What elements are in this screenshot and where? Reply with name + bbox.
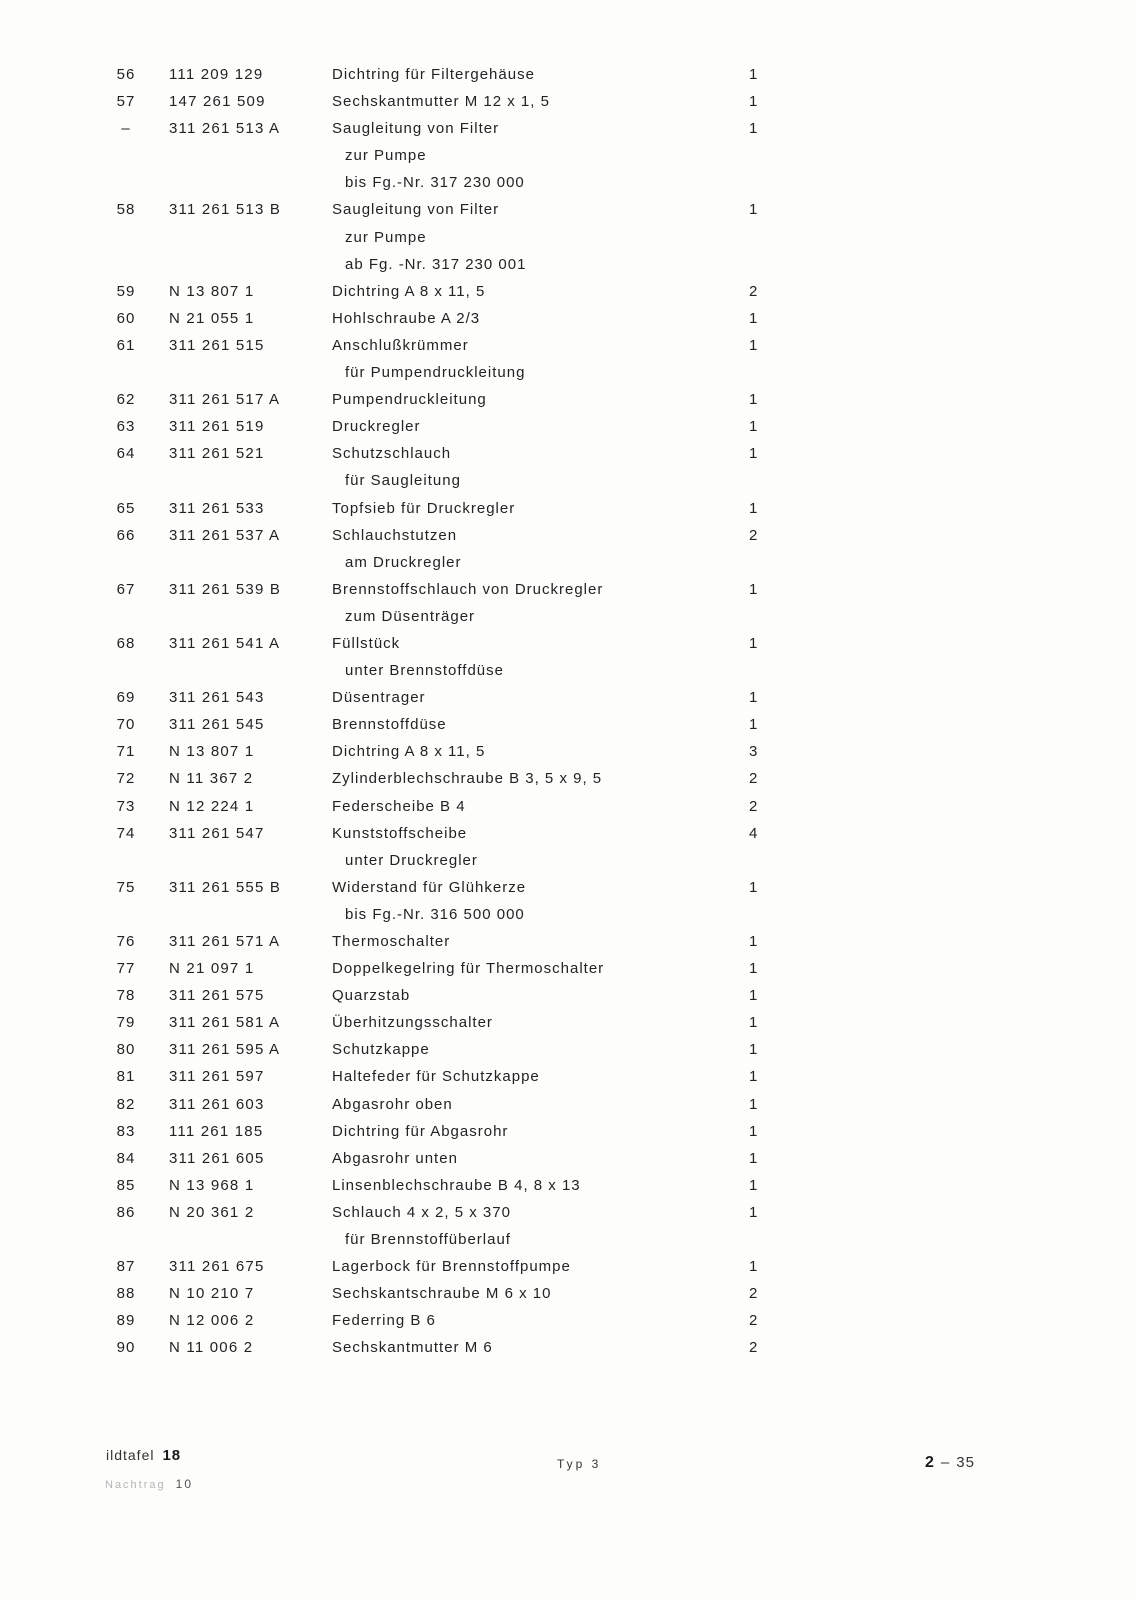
- part-description: [332, 820, 1137, 874]
- page-separator: –: [940, 1454, 951, 1471]
- part-number: 311 261 603: [169, 1095, 265, 1113]
- table-row: [0, 793, 1137, 820]
- part-description: [332, 1307, 1137, 1334]
- item-number: 60: [116, 309, 136, 327]
- part-number: N 10 210 7: [169, 1285, 255, 1303]
- quantity: 2: [749, 770, 759, 788]
- part-description: [332, 874, 1137, 928]
- description-line: Schutzkappe: [332, 1041, 430, 1059]
- part-number: 311 261 543: [169, 689, 265, 707]
- part-number: N 21 055 1: [169, 309, 255, 327]
- description-line: Saugleitung von Filter: [332, 120, 500, 138]
- description-line: Dichtring für Abgasrohr: [332, 1122, 509, 1140]
- part-description: [332, 955, 1137, 982]
- part-description: [332, 88, 1137, 115]
- quantity: 2: [749, 282, 759, 300]
- description-continuation: bis Fg.-Nr. 316 500 000: [345, 905, 525, 923]
- table-row: [0, 982, 1137, 1009]
- part-description: [332, 630, 1137, 684]
- description-line: Schutzschlauch: [332, 445, 452, 463]
- item-number: 88: [116, 1285, 136, 1303]
- item-number: 63: [116, 418, 136, 436]
- quantity: 1: [749, 634, 759, 652]
- table-row: [0, 61, 1137, 88]
- table-row: [0, 386, 1137, 413]
- table-row: [0, 928, 1137, 955]
- part-description: [332, 1253, 1137, 1280]
- quantity: 1: [749, 66, 759, 83]
- quantity: 1: [749, 445, 759, 463]
- description-line: Düsentrager: [332, 689, 426, 707]
- part-description: [332, 1036, 1137, 1063]
- part-number: N 20 361 2: [169, 1203, 255, 1221]
- table-row: [0, 115, 1137, 196]
- part-description: [332, 738, 1137, 765]
- description-line: Widerstand für Glühkerze: [332, 878, 527, 896]
- description-continuation: unter Druckregler: [345, 851, 478, 869]
- item-number: 75: [116, 878, 136, 896]
- item-number: 56: [116, 66, 136, 83]
- quantity: 1: [749, 336, 759, 354]
- quantity: 1: [749, 1068, 759, 1086]
- quantity: 1: [749, 689, 759, 707]
- part-number: 311 261 547: [169, 824, 265, 842]
- part-number: 311 261 515: [169, 336, 265, 354]
- part-description: [332, 793, 1137, 820]
- supplement-number: 10: [175, 1477, 193, 1491]
- quantity: 4: [749, 824, 759, 842]
- part-description: [332, 196, 1137, 277]
- part-number: 147 261 509: [169, 93, 266, 111]
- quantity: 1: [749, 580, 759, 598]
- quantity: 1: [749, 1176, 759, 1194]
- table-row: [0, 196, 1137, 277]
- table-row: [0, 522, 1137, 576]
- item-number: 67: [116, 580, 136, 598]
- part-description: [332, 1063, 1137, 1090]
- part-number: 311 261 675: [169, 1258, 265, 1276]
- table-row: [0, 88, 1137, 115]
- description-line: Topfsieb für Druckregler: [332, 499, 516, 517]
- part-number: 311 261 521: [169, 445, 265, 463]
- item-number: 72: [116, 770, 136, 788]
- description-line: Schlauch 4 x 2, 5 x 370: [332, 1203, 511, 1221]
- quantity: 1: [749, 201, 759, 219]
- description-line: Brennstoffschlauch von Druckregler: [332, 580, 604, 598]
- description-line: Saugleitung von Filter: [332, 201, 500, 219]
- quantity: 2: [749, 797, 759, 815]
- part-number: N 11 006 2: [169, 1339, 254, 1357]
- table-row: [0, 1118, 1137, 1145]
- part-description: [332, 1172, 1137, 1199]
- description-continuation: zur Pumpe: [345, 228, 427, 246]
- quantity: 1: [749, 1149, 759, 1167]
- table-row: [0, 874, 1137, 928]
- item-number: 79: [116, 1014, 136, 1032]
- table-row: [0, 413, 1137, 440]
- description-line: Hohlschraube A 2/3: [332, 309, 481, 327]
- quantity: 3: [749, 743, 759, 761]
- part-description: [332, 305, 1137, 332]
- part-number: 311 261 597: [169, 1068, 265, 1086]
- description-continuation: unter Brennstoffdüse: [345, 662, 504, 680]
- quantity: 1: [749, 93, 759, 111]
- quantity: 1: [749, 499, 759, 517]
- table-row: [0, 1063, 1137, 1090]
- table-row: [0, 1253, 1137, 1280]
- quantity: 1: [749, 418, 759, 436]
- supplement-label: Nachtrag: [105, 1479, 166, 1491]
- table-row: [0, 1009, 1137, 1036]
- part-description: [332, 278, 1137, 305]
- description-line: Anschlußkrümmer: [332, 336, 469, 354]
- part-description: [332, 1199, 1137, 1253]
- description-continuation: zum Düsenträger: [345, 607, 476, 625]
- part-description: [332, 386, 1137, 413]
- item-number: 76: [116, 933, 136, 950]
- part-description: [332, 928, 1137, 955]
- description-line: Abgasrohr oben: [332, 1095, 453, 1113]
- part-number: N 11 367 2: [169, 770, 254, 788]
- part-number: N 21 097 1: [169, 960, 255, 978]
- item-number: 64: [116, 445, 136, 463]
- part-number: 311 261 513 A: [169, 120, 281, 138]
- quantity: 1: [749, 1203, 759, 1221]
- description-line: Brennstoffdüse: [332, 716, 447, 734]
- part-description: [332, 413, 1137, 440]
- quantity: 1: [749, 933, 759, 950]
- page-section: 2: [925, 1454, 935, 1471]
- item-number: 81: [116, 1068, 136, 1086]
- item-number: 85: [116, 1176, 136, 1194]
- item-number: 83: [116, 1122, 136, 1140]
- description-line: Linsenblechschraube B 4, 8 x 13: [332, 1176, 581, 1194]
- description-line: Thermoschalter: [332, 933, 451, 950]
- description-line: Dichtring A 8 x 11, 5: [332, 282, 486, 300]
- part-number: N 12 224 1: [169, 797, 255, 815]
- item-number: 61: [116, 336, 136, 354]
- table-row: [0, 630, 1137, 684]
- part-description: [332, 1118, 1137, 1145]
- description-line: Schlauchstutzen: [332, 526, 458, 544]
- vehicle-type: Typ 3: [557, 1457, 602, 1471]
- part-number: 311 261 519: [169, 418, 265, 436]
- table-row: [0, 1307, 1137, 1334]
- table-row: [0, 495, 1137, 522]
- description-line: Quarzstab: [332, 987, 411, 1005]
- page-number: [925, 1454, 975, 1472]
- part-number: 311 261 513 B: [169, 201, 282, 219]
- part-description: [332, 1280, 1137, 1307]
- quantity: 1: [749, 391, 759, 409]
- item-number: 84: [116, 1149, 136, 1167]
- part-description: [332, 495, 1137, 522]
- description-line: Kunststoffscheibe: [332, 824, 468, 842]
- quantity: 2: [749, 1285, 759, 1303]
- description-line: Sechskantmutter M 6: [332, 1339, 493, 1357]
- description-line: Dichtring für Filtergehäuse: [332, 66, 535, 83]
- part-number: 311 261 517 A: [169, 391, 281, 409]
- item-number: 78: [116, 987, 136, 1005]
- description-line: Zylinderblechschraube B 3, 5 x 9, 5: [332, 770, 603, 788]
- item-number: 80: [116, 1041, 136, 1059]
- description-line: Pumpendruckleitung: [332, 391, 487, 409]
- item-number: 58: [116, 201, 136, 219]
- table-row: [0, 1145, 1137, 1172]
- table-row: [0, 955, 1137, 982]
- part-number: 311 261 575: [169, 987, 265, 1005]
- table-row: [0, 765, 1137, 792]
- item-number: 59: [116, 282, 136, 300]
- quantity: 2: [749, 1312, 759, 1330]
- part-description: [332, 61, 1137, 88]
- item-number: 89: [116, 1312, 136, 1330]
- item-number: 90: [116, 1339, 136, 1357]
- part-description: [332, 1145, 1137, 1172]
- description-line: Füllstück: [332, 634, 401, 652]
- quantity: 1: [749, 1095, 759, 1113]
- description-line: Lagerbock für Brennstoffpumpe: [332, 1258, 571, 1276]
- part-number: 311 261 537 A: [169, 526, 281, 544]
- part-description: [332, 440, 1137, 494]
- quantity: 1: [749, 878, 759, 896]
- item-number: 77: [116, 960, 136, 978]
- item-number: 66: [116, 526, 136, 544]
- description-line: Doppelkegelring für Thermoschalter: [332, 960, 605, 978]
- part-description: [332, 1091, 1137, 1118]
- part-number: N 12 006 2: [169, 1312, 255, 1330]
- part-number: 311 261 539 B: [169, 580, 282, 598]
- table-row: [0, 711, 1137, 738]
- item-number: 57: [116, 93, 136, 111]
- part-number: 311 261 533: [169, 499, 265, 517]
- quantity: 2: [749, 526, 759, 544]
- description-continuation: ab Fg. -Nr. 317 230 001: [345, 255, 527, 273]
- part-description: [332, 684, 1137, 711]
- part-description: [332, 765, 1137, 792]
- description-line: Dichtring A 8 x 11, 5: [332, 743, 486, 761]
- description-continuation: bis Fg.-Nr. 317 230 000: [345, 174, 525, 192]
- item-number: 73: [116, 797, 136, 815]
- part-number: N 13 968 1: [169, 1176, 255, 1194]
- table-row: [0, 684, 1137, 711]
- description-line: Sechskantschraube M 6 x 10: [332, 1285, 552, 1303]
- plate-reference: [106, 1447, 181, 1464]
- table-row: [0, 305, 1137, 332]
- description-continuation: für Brennstoffüberlauf: [345, 1231, 511, 1249]
- description-line: Sechskantmutter M 12 x 1, 5: [332, 93, 550, 111]
- part-description: [332, 982, 1137, 1009]
- part-description: [332, 576, 1137, 630]
- part-number: 311 261 555 B: [169, 878, 282, 896]
- part-description: [332, 115, 1137, 196]
- part-description: [332, 1334, 1137, 1361]
- quantity: 1: [749, 120, 759, 138]
- quantity: 1: [749, 960, 759, 978]
- description-continuation: für Saugleitung: [345, 472, 461, 490]
- item-number: 69: [116, 689, 136, 707]
- description-line: Abgasrohr unten: [332, 1149, 458, 1167]
- part-number: 311 261 605: [169, 1149, 265, 1167]
- item-number: 62: [116, 391, 136, 409]
- table-row: [0, 820, 1137, 874]
- table-row: [0, 1199, 1137, 1253]
- item-number: 65: [116, 499, 136, 517]
- item-number: 70: [116, 716, 136, 734]
- table-row: [0, 1172, 1137, 1199]
- part-number: 311 261 581 A: [169, 1014, 281, 1032]
- quantity: 1: [749, 987, 759, 1005]
- part-description: [332, 711, 1137, 738]
- item-number: 71: [116, 743, 136, 761]
- item-number: 74: [116, 824, 136, 842]
- part-number: 311 261 571 A: [169, 933, 281, 950]
- quantity: 1: [749, 716, 759, 734]
- description-line: Federring B 6: [332, 1312, 436, 1330]
- plate-label: ildtafel: [106, 1447, 155, 1463]
- table-row: [0, 278, 1137, 305]
- table-row: [0, 1036, 1137, 1063]
- description-line: Haltefeder für Schutzkappe: [332, 1068, 540, 1086]
- item-number: –: [121, 120, 131, 138]
- part-description: [332, 1009, 1137, 1036]
- description-line: Überhitzungsschalter: [332, 1014, 493, 1032]
- part-description: [332, 522, 1137, 576]
- description-line: Federscheibe B 4: [332, 797, 466, 815]
- part-number: 111 261 185: [169, 1122, 264, 1140]
- page-index: 35: [956, 1454, 975, 1471]
- description-continuation: am Druckregler: [345, 553, 462, 571]
- part-number: N 13 807 1: [169, 743, 255, 761]
- supplement-reference: [105, 1477, 193, 1491]
- description-continuation: zur Pumpe: [345, 147, 427, 165]
- quantity: 1: [749, 1014, 759, 1032]
- part-number: 111 209 129: [169, 66, 264, 83]
- quantity: 2: [749, 1339, 759, 1357]
- table-row: [0, 738, 1137, 765]
- table-row: [0, 1334, 1137, 1361]
- item-number: 82: [116, 1095, 136, 1113]
- description-line: Druckregler: [332, 418, 421, 436]
- plate-number: 18: [162, 1447, 182, 1464]
- part-number: N 13 807 1: [169, 282, 255, 300]
- part-number: 311 261 545: [169, 716, 265, 734]
- table-row: [0, 332, 1137, 386]
- table-row: [0, 1091, 1137, 1118]
- quantity: 1: [749, 309, 759, 327]
- item-number: 86: [116, 1203, 136, 1221]
- item-number: 87: [116, 1258, 136, 1276]
- quantity: 1: [749, 1041, 759, 1059]
- quantity: 1: [749, 1122, 759, 1140]
- part-number: 311 261 595 A: [169, 1041, 281, 1059]
- quantity: 1: [749, 1258, 759, 1276]
- description-continuation: für Pumpendruckleitung: [345, 364, 526, 382]
- table-row: [0, 576, 1137, 630]
- part-description: [332, 332, 1137, 386]
- table-row: [0, 1280, 1137, 1307]
- table-row: [0, 440, 1137, 494]
- part-number: 311 261 541 A: [169, 634, 281, 652]
- item-number: 68: [116, 634, 136, 652]
- parts-list: [0, 61, 1137, 1362]
